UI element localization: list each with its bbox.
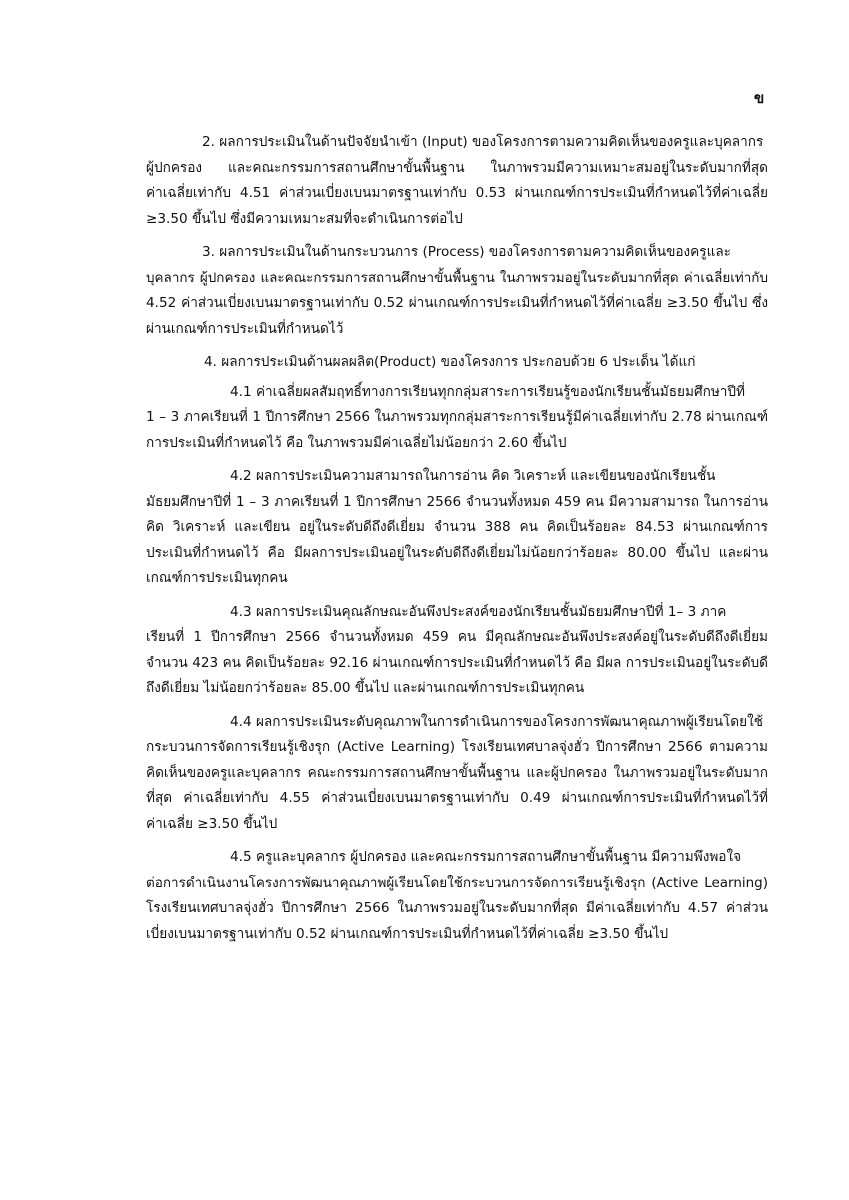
- text-line: บุคลากร ผู้ปกครอง และคณะกรรมการสถานศึกษาขั้นพื้นฐาน ในภาพรวมอยู่ในระดับมากที่สุด ค่าเฉลี่ยเท่ากับ: [146, 269, 768, 286]
- text-line: ประเมินที่กำหนดไว้ คือ มีผลการประเมินอยู่ในระดับดีถึงดีเยี่ยมไม่น้อยกว่าร้อยละ 80.00 ขึ้นไป และผ่าน: [146, 544, 768, 561]
- text-line: 4.4 ผลการประเมินระดับคุณภาพในการดำเนินการของโครงการพัฒนาคุณภาพผู้เรียนโดยใช้: [230, 713, 763, 730]
- paragraph-4-4: [146, 710, 768, 838]
- page-number: ข: [754, 89, 765, 107]
- text-line: 4. ผลการประเมินด้านผลผลิต(Product) ของโครงการ ประกอบด้วย 6 ประเด็น ได้แก่: [204, 354, 696, 370]
- text-line: ผู้ปกครอง และคณะกรรมการสถานศึกษาขั้นพื้นฐาน ในภาพรวมมีความเหมาะสมอยู่ในระดับมากที่สุด: [146, 159, 768, 176]
- text-line: 1 – 3 ภาคเรียนที่ 1 ปีการศึกษา 2566 ในภาพรวมทุกกลุ่มสาระการเรียนรู้มีค่าเฉลี่ยเท่ากับ 2.78 ผ่านเกณฑ์: [146, 409, 768, 425]
- text-line: จำนวน 423 คน คิดเป็นร้อยละ 92.16 ผ่านเกณฑ์การประเมินที่กำหนดไว้ คือ มีผล การประเมินอยู่ในระดับดี: [146, 654, 768, 671]
- text-line: 4.52 ค่าส่วนเบี่ยงเบนมาตรฐานเท่ากับ 0.52 ผ่านเกณฑ์การประเมินที่กำหนดไว้ที่ค่าเฉลี่ย ≥3.50 ขึ้นไป ซึ่ง: [146, 295, 768, 311]
- text-line: ค่าเฉลี่ยเท่ากับ 4.51 ค่าส่วนเบี่ยงเบนมาตรฐานเท่ากับ 0.53 ผ่านเกณฑ์การประเมินที่กำหนดไว้ที่ค่าเฉลี่ย: [146, 185, 768, 201]
- text-line: คิด วิเคราะห์ และเขียน อยู่ในระดับดีถึงดีเยี่ยม จำนวน 388 คน คิดเป็นร้อยละ 84.53 ผ่านเกณฑ์การ: [146, 519, 768, 535]
- document-body: [146, 130, 768, 955]
- text-line: 4.2 ผลการประเมินความสามารถในการอ่าน คิด วิเคราะห์ และเขียนของนักเรียนชั้น: [230, 468, 716, 484]
- text-line: เบี่ยงเบนมาตรฐานเท่ากับ 0.52 ผ่านเกณฑ์การประเมินที่กำหนดไว้ที่ค่าเฉลี่ย ≥3.50 ขึ้นไป: [146, 925, 669, 942]
- text-line: เกณฑ์การประเมินทุกคน: [146, 570, 288, 586]
- paragraph-4-3: [146, 600, 768, 702]
- text-line: 4.5 ครูและบุคลากร ผู้ปกครอง และคณะกรรมการสถานศึกษาขั้นพื้นฐาน มีความพึงพอใจ: [230, 849, 742, 865]
- paragraph-4-2: [146, 464, 768, 592]
- text-line: ค่าเฉลี่ย ≥3.50 ขึ้นไป: [146, 815, 278, 832]
- text-line: คิดเห็นของครูและบุคลากร คณะกรรมการสถานศึกษาขั้นพื้นฐาน และผู้ปกครอง ในภาพรวมอยู่ในระดับมาก: [146, 764, 768, 781]
- text-line: ที่สุด ค่าเฉลี่ยเท่ากับ 4.55 ค่าส่วนเบี่ยงเบนมาตรฐานเท่ากับ 0.49 ผ่านเกณฑ์การประเมินที่กำหนดไว้ที่: [146, 790, 768, 806]
- text-line: โรงเรียนเทศบาลจุ่งฮั่ว ปีการศึกษา 2566 ในภาพรวมอยู่ในระดับมากที่สุด มีค่าเฉลี่ยเท่ากับ 4.57 ค่าส่วน: [146, 900, 768, 916]
- text-line: การประเมินที่กำหนดไว้ คือ ในภาพรวมมีค่าเฉลี่ยไม่น้อยกว่า 2.60 ขึ้นไป: [146, 434, 567, 451]
- text-line: 4.1 ค่าเฉลี่ยผลสัมฤทธิ์ทางการเรียนทุกกลุ่มสาระการเรียนรู้ของนักเรียนชั้นมัธยมศึกษาปีที่: [230, 383, 745, 400]
- text-line: ≥3.50 ขึ้นไป ซึ่งมีความเหมาะสมที่จะดำเนินการต่อไป: [146, 210, 463, 227]
- paragraph-product-evaluation: [146, 350, 768, 376]
- paragraph-input-evaluation: [146, 130, 768, 232]
- text-line: กระบวนการจัดการเรียนรู้เชิงรุก (Active Learning) โรงเรียนเทศบาลจุ่งฮั่ว ปีการศึกษา 2566 ตามความ: [146, 739, 768, 755]
- text-line: ถึงดีเยี่ยม ไม่น้อยกว่าร้อยละ 85.00 ขึ้นไป และผ่านเกณฑ์การประเมินทุกคน: [146, 680, 585, 696]
- paragraph-4-1: [146, 380, 768, 457]
- text-line: มัธยมศึกษาปีที่ 1 – 3 ภาคเรียนที่ 1 ปีการศึกษา 2566 จำนวนทั้งหมด 459 คน มีความสามารถ ในการอ่าน: [146, 493, 768, 510]
- text-line: ต่อการดำเนินงานโครงการพัฒนาคุณภาพผู้เรียนโดยใช้กระบวนการจัดการเรียนรู้เชิงรุก (Active Learning): [146, 874, 768, 891]
- text-line: 4.3 ผลการประเมินคุณลักษณะอันพึงประสงค์ของนักเรียนชั้นมัธยมศึกษาปีที่ 1– 3 ภาค: [230, 603, 727, 620]
- text-line: 3. ผลการประเมินในด้านกระบวนการ (Process) ของโครงการตามความคิดเห็นของครูและ: [202, 244, 731, 260]
- text-line: 2. ผลการประเมินในด้านปัจจัยนำเข้า (Input) ของโครงการตามความคิดเห็นของครูและบุคลากร: [202, 134, 764, 150]
- paragraph-4-5: [146, 845, 768, 947]
- text-line: ผ่านเกณฑ์การประเมินที่กำหนดไว้: [146, 320, 344, 337]
- paragraph-process-evaluation: [146, 240, 768, 342]
- text-line: เรียนที่ 1 ปีการศึกษา 2566 จำนวนทั้งหมด 459 คน มีคุณลักษณะอันพึงประสงค์อยู่ในระดับดีถึงดีเยี่ยม: [146, 629, 768, 645]
